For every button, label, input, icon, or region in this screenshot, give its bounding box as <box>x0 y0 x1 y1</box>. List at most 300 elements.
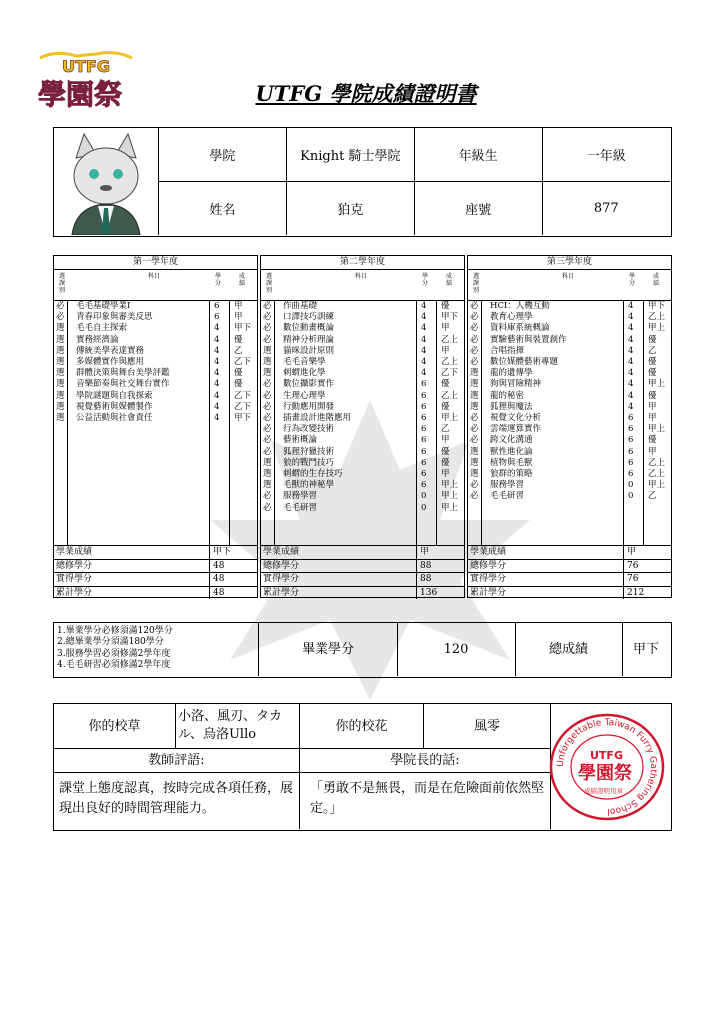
course-grade: 乙上 <box>441 390 459 401</box>
course-row <box>261 480 464 491</box>
course-grade: 甲 <box>441 435 450 446</box>
course-credit: 0 <box>628 491 634 502</box>
summary-label: 累計學分 <box>56 587 93 598</box>
course-credit: 6 <box>421 480 427 491</box>
course-type: 選 <box>470 469 479 479</box>
course-row <box>261 458 464 469</box>
course-type: 必 <box>470 491 479 502</box>
course-credit: 4 <box>214 357 220 367</box>
course-credit: 6 <box>421 424 427 435</box>
course-name: 作曲基礎 <box>283 301 318 311</box>
course-name: 服務學習 <box>490 480 525 491</box>
column-divider <box>416 546 417 559</box>
course-row <box>468 391 671 402</box>
course-row <box>54 413 257 424</box>
year-title: 第一學年度 <box>54 256 257 270</box>
course-row <box>54 312 257 323</box>
course-credit: 4 <box>214 334 220 345</box>
course-credit: 4 <box>421 357 427 367</box>
course-row <box>261 391 464 402</box>
school-belle-value: 風零 <box>424 704 551 749</box>
course-grade: 優 <box>648 334 657 345</box>
course-row <box>54 379 257 390</box>
course-row <box>261 301 464 312</box>
course-credit: 6 <box>421 379 427 390</box>
course-type: 選 <box>470 401 479 412</box>
course-credit: 4 <box>214 413 220 423</box>
course-name: 毛毛音樂學 <box>283 357 326 367</box>
column-header <box>261 270 464 301</box>
course-credit: 0 <box>628 480 634 491</box>
course-type: 選 <box>470 457 479 468</box>
course-type: 必 <box>263 502 272 513</box>
summary-row <box>54 560 257 574</box>
grade-level-label: 年級生 <box>414 128 542 182</box>
svg-text:學園祭: 學園祭 <box>578 763 632 784</box>
summary-row <box>468 587 671 600</box>
course-row <box>54 357 257 368</box>
column-divider <box>209 560 210 573</box>
course-credit: 6 <box>628 413 634 423</box>
course-name: 群體決策與舞台美學評鑑 <box>76 368 170 379</box>
dean-comment-text: 「勇敢不是無畏，而是在危險面前依然堅定。」 <box>300 773 551 829</box>
course-row <box>261 491 464 502</box>
name-value: 狛克 <box>286 182 414 236</box>
seat-number-label: 座號 <box>414 182 542 236</box>
year-title: 第二學年度 <box>261 256 464 270</box>
course-row <box>468 335 671 346</box>
column-divider <box>416 587 417 600</box>
summary-label: 學業成績 <box>470 547 507 557</box>
course-credit: 6 <box>628 469 634 479</box>
course-name: 視覺文化分析 <box>490 413 542 423</box>
summary-label: 實得學分 <box>56 574 93 584</box>
column-divider <box>209 546 210 559</box>
course-row <box>468 435 671 446</box>
course-row <box>468 480 671 491</box>
course-credit: 6 <box>421 457 427 468</box>
course-row <box>261 402 464 413</box>
course-type: 必 <box>470 435 479 446</box>
summary-row <box>54 587 257 600</box>
course-type: 必 <box>470 424 479 435</box>
course-grade: 乙 <box>648 345 657 356</box>
course-grade: 甲上 <box>441 502 459 513</box>
course-grade: 甲 <box>441 323 450 334</box>
course-grade: 甲下 <box>648 301 666 311</box>
course-name: 數位動畫概論 <box>283 323 335 334</box>
course-type: 必 <box>56 301 65 311</box>
school-heartthrob-value: 小洛、風刃、タカル、烏洛Ullo <box>176 704 300 749</box>
course-grade: 乙 <box>234 345 243 356</box>
course-type: 必 <box>470 301 479 311</box>
course-type: 必 <box>56 312 65 323</box>
course-grade: 乙 <box>648 491 657 502</box>
column-header <box>468 270 671 301</box>
course-grade: 甲 <box>234 312 243 323</box>
course-row <box>468 491 671 502</box>
summary-row <box>468 560 671 574</box>
svg-text:Unforgettable Taiwan Furry Gat: Unforgettable Taiwan Furry Gathering School <box>555 717 659 817</box>
course-grade: 甲 <box>441 469 450 479</box>
course-row <box>468 346 671 357</box>
summary-value: 甲 <box>420 547 430 557</box>
course-grade: 甲下 <box>234 323 252 334</box>
student-portrait <box>54 128 159 235</box>
course-grade: 甲上 <box>648 480 666 491</box>
name-label: 姓名 <box>159 182 287 236</box>
year-title: 第三學年度 <box>468 256 671 270</box>
summary-row <box>468 573 671 587</box>
year-table-2 <box>260 255 465 598</box>
course-row <box>468 402 671 413</box>
course-credit: 6 <box>628 446 634 457</box>
college-value: Knight 騎士學院 <box>286 128 414 182</box>
graduation-rules <box>54 623 259 676</box>
course-name: 生理心理學 <box>283 390 326 401</box>
course-grade: 甲 <box>441 345 450 356</box>
course-credit: 4 <box>628 357 634 367</box>
course-row <box>54 368 257 379</box>
course-grade: 優 <box>648 357 657 367</box>
course-row <box>261 312 464 323</box>
course-type: 必 <box>470 413 479 423</box>
course-grade: 甲上 <box>648 323 666 334</box>
course-list <box>261 301 464 546</box>
summary-row <box>54 546 257 560</box>
course-credit: 4 <box>421 312 427 323</box>
course-row <box>468 379 671 390</box>
course-row <box>261 469 464 480</box>
course-name: 學院謎題與自我探索 <box>76 390 153 401</box>
course-grade: 優 <box>648 435 657 446</box>
course-credit: 4 <box>214 323 220 334</box>
course-row <box>468 312 671 323</box>
course-type: 選 <box>263 469 272 479</box>
graduation-summary-box <box>53 622 672 678</box>
summary-row <box>261 546 464 560</box>
course-name: 龍的秘密 <box>490 390 525 401</box>
course-name: 教育心理學 <box>490 312 533 323</box>
course-name: 貓咪設計原則 <box>283 345 335 356</box>
course-name: 刺蝟進化學 <box>283 368 326 379</box>
svg-text:UTFG: UTFG <box>590 749 623 762</box>
course-type: 選 <box>56 390 65 401</box>
course-grade: 乙 <box>441 424 450 435</box>
course-row <box>261 379 464 390</box>
course-grade: 優 <box>441 401 450 412</box>
course-type: 選 <box>470 390 479 401</box>
course-row <box>54 346 257 357</box>
course-name: 數位攝影實作 <box>283 379 335 390</box>
column-divider <box>416 560 417 573</box>
course-grade: 甲下 <box>234 413 252 423</box>
course-name: 藝術概論 <box>283 435 318 446</box>
column-divider <box>623 587 624 600</box>
header-credit: 學 分 <box>421 273 428 287</box>
course-grade: 乙上 <box>648 312 666 323</box>
course-type: 選 <box>56 345 65 356</box>
course-name: 多媒體實作與應用 <box>76 357 145 367</box>
course-row <box>54 335 257 346</box>
course-type: 必 <box>470 312 479 323</box>
summary-row <box>261 573 464 587</box>
course-row <box>468 323 671 334</box>
svg-text:UTFG: UTFG <box>62 57 110 76</box>
course-name: 實務經濟論 <box>76 334 119 345</box>
course-credit: 6 <box>421 469 427 479</box>
course-type: 必 <box>263 424 272 435</box>
course-name: 視覺藝術與媒體製作 <box>76 401 153 412</box>
course-credit: 4 <box>421 345 427 356</box>
course-row <box>261 435 464 446</box>
course-grade: 乙上 <box>648 469 666 479</box>
course-type: 選 <box>263 368 272 379</box>
course-credit: 4 <box>628 323 634 334</box>
seat-number-value: 877 <box>542 182 670 236</box>
summary-label: 學業成績 <box>56 547 93 557</box>
course-name: 毛獸的神秘學 <box>283 480 335 491</box>
rule-line: 2.總畢業學分須滿180學分 <box>57 637 164 648</box>
course-row <box>468 301 671 312</box>
course-credit: 6 <box>628 424 634 435</box>
course-type: 必 <box>263 413 272 423</box>
course-row <box>261 346 464 357</box>
course-row <box>261 368 464 379</box>
course-grade: 優 <box>234 379 243 390</box>
course-type: 必 <box>470 357 479 367</box>
rule-line: 3.服務學習必須修滿2學年度 <box>57 648 171 659</box>
course-grade: 甲下 <box>441 312 459 323</box>
course-credit: 4 <box>214 368 220 379</box>
course-grade: 甲 <box>648 401 657 412</box>
course-grade: 乙下 <box>234 357 252 367</box>
course-type: 選 <box>56 368 65 379</box>
summary-label: 學業成績 <box>263 547 300 557</box>
summary-value: 48 <box>213 560 225 571</box>
summary-label: 累計學分 <box>470 587 507 598</box>
course-name: 狼群的策略 <box>490 469 533 479</box>
summary-value: 88 <box>420 560 432 571</box>
course-row <box>261 413 464 424</box>
course-row <box>468 357 671 368</box>
course-grade: 優 <box>441 457 450 468</box>
course-credit: 6 <box>421 390 427 401</box>
course-name: 行為改變技術 <box>283 424 335 435</box>
course-grade: 甲上 <box>648 379 666 390</box>
course-name: 刺蝟的生存技巧 <box>283 469 343 479</box>
course-grade: 甲上 <box>441 491 459 502</box>
course-credit: 4 <box>628 368 634 379</box>
course-grade: 甲 <box>648 446 657 457</box>
rule-line: 1.畢業學分必修須滿120學分 <box>57 626 173 636</box>
graduation-credits-value: 120 <box>397 623 516 676</box>
course-credit: 6 <box>214 301 220 311</box>
course-grade: 甲 <box>648 413 657 423</box>
course-name: 毛毛研習 <box>283 502 318 513</box>
header-grade: 成 績 <box>445 273 452 287</box>
header-subject: 科目 <box>354 273 367 280</box>
course-type: 選 <box>56 379 65 390</box>
column-divider <box>623 573 624 586</box>
course-name: 獸性進化論 <box>490 446 533 457</box>
course-list <box>468 301 671 546</box>
course-name: HCI：人機互動 <box>490 301 550 311</box>
course-row <box>261 335 464 346</box>
column-divider <box>209 587 210 600</box>
course-credit: 4 <box>421 301 427 311</box>
course-type: 選 <box>470 446 479 457</box>
course-grade: 甲上 <box>441 413 459 423</box>
course-type: 選 <box>56 401 65 412</box>
course-type: 選 <box>263 457 272 468</box>
teacher-comment-label: 教師評語: <box>54 749 300 773</box>
summary-row <box>54 573 257 587</box>
course-grade: 甲上 <box>648 424 666 435</box>
course-grade: 乙上 <box>441 334 459 345</box>
header-type: 選 課 別 <box>472 273 479 294</box>
course-type: 必 <box>263 301 272 311</box>
course-name: 毛毛基礎學業I <box>76 301 131 311</box>
course-credit: 6 <box>421 446 427 457</box>
course-name: 行動應用開發 <box>283 401 335 412</box>
header-credit: 學 分 <box>628 273 635 287</box>
course-type: 必 <box>263 390 272 401</box>
teacher-comment-text: 課堂上態度認真，按時完成各項任務，展現出良好的時間管理能力。 <box>54 773 300 829</box>
school-seal-stamp <box>548 713 666 821</box>
summary-row <box>261 560 464 574</box>
summary-label: 累計學分 <box>263 587 300 598</box>
year-table-1 <box>53 255 258 598</box>
column-divider <box>209 573 210 586</box>
course-credit: 4 <box>628 312 634 323</box>
column-header <box>54 270 257 301</box>
course-row <box>468 469 671 480</box>
course-credit: 6 <box>421 435 427 446</box>
column-divider <box>623 560 624 573</box>
course-grade: 優 <box>441 446 450 457</box>
course-name: 狐狸狩獵技術 <box>283 446 335 457</box>
course-type: 必 <box>470 334 479 345</box>
course-grade: 優 <box>234 334 243 345</box>
summary-value: 88 <box>420 574 432 584</box>
course-type: 必 <box>263 401 272 412</box>
summary-value: 48 <box>213 574 225 584</box>
course-row <box>54 301 257 312</box>
header-type: 選 課 別 <box>265 273 272 294</box>
summary-value: 76 <box>627 574 639 584</box>
course-name: 狗與冒險精神 <box>490 379 542 390</box>
summary-label: 總修學分 <box>470 560 507 571</box>
summary-label: 總修學分 <box>56 560 93 571</box>
course-type: 選 <box>56 334 65 345</box>
summary-label: 總修學分 <box>263 560 300 571</box>
course-grade: 優 <box>648 368 657 379</box>
course-row <box>468 424 671 435</box>
course-credit: 4 <box>628 379 634 390</box>
course-type: 必 <box>470 345 479 356</box>
year-table-3 <box>467 255 672 598</box>
course-credit: 6 <box>628 435 634 446</box>
course-grade: 甲 <box>234 301 243 311</box>
course-type: 選 <box>470 368 479 379</box>
column-divider <box>416 573 417 586</box>
course-type: 選 <box>263 480 272 491</box>
course-grade: 優 <box>441 379 450 390</box>
course-name: 狼的戰鬥技巧 <box>283 457 335 468</box>
header-type: 選 課 別 <box>58 273 65 294</box>
grade-level-value: 一年級 <box>542 128 670 182</box>
course-name: 資料庫系統概論 <box>490 323 550 334</box>
course-row <box>261 424 464 435</box>
course-type: 必 <box>263 379 272 390</box>
course-list <box>54 301 257 546</box>
total-grade-value: 甲下 <box>632 642 659 657</box>
course-name: 狐狸與魔法 <box>490 401 533 412</box>
summary-value: 甲下 <box>213 547 232 557</box>
course-name: 服務學習 <box>283 491 318 502</box>
course-grade: 優 <box>648 390 657 401</box>
course-type: 必 <box>263 435 272 446</box>
course-credit: 4 <box>628 301 634 311</box>
course-row <box>261 357 464 368</box>
header-grade: 成 績 <box>238 273 245 287</box>
summary-label: 實得學分 <box>470 574 507 584</box>
svg-text:成績證明用章: 成績證明用章 <box>584 787 623 795</box>
course-grade: 優 <box>441 301 450 311</box>
course-name: 數位媒體藝術專題 <box>490 357 559 367</box>
course-type: 必 <box>263 323 272 334</box>
student-info-box <box>53 127 672 237</box>
course-credit: 4 <box>214 390 220 401</box>
course-grade: 乙上 <box>441 357 459 367</box>
course-credit: 4 <box>628 345 634 356</box>
course-row <box>468 413 671 424</box>
course-name: 青春印象與審美反思 <box>76 312 153 323</box>
course-grade: 乙上 <box>648 457 666 468</box>
course-name: 跨文化溝通 <box>490 435 533 446</box>
course-name: 毛毛研習 <box>490 491 525 502</box>
course-name: 合唱指揮 <box>490 345 525 356</box>
course-type: 選 <box>263 345 272 356</box>
course-credit: 4 <box>421 323 427 334</box>
graduation-credits-label: 畢業學分 <box>259 623 398 676</box>
summary-row <box>468 546 671 560</box>
course-row <box>261 323 464 334</box>
dean-comment-label: 學院長的話: <box>300 749 551 773</box>
course-grade: 優 <box>234 368 243 379</box>
course-credit: 4 <box>628 334 634 345</box>
course-credit: 4 <box>421 334 427 345</box>
course-name: 公益活動與社會責任 <box>76 413 153 423</box>
course-grade: 乙下 <box>441 368 459 379</box>
course-name: 口譯技巧訓練 <box>283 312 335 323</box>
course-name: 音樂節奏與社交舞台實作 <box>76 379 170 390</box>
course-credit: 6 <box>628 457 634 468</box>
course-name: 毛毛自主探索 <box>76 323 128 334</box>
course-grade: 乙下 <box>234 401 252 412</box>
course-name: 植物與毛獸 <box>490 457 533 468</box>
course-type: 必 <box>263 312 272 323</box>
course-row <box>54 402 257 413</box>
course-credit: 4 <box>628 401 634 412</box>
course-type: 必 <box>263 334 272 345</box>
page-title: UTFG 學院成績證明書 <box>255 81 477 106</box>
rule-line: 4.毛毛研習必須修滿2學年度 <box>57 659 171 670</box>
course-type: 必 <box>470 323 479 334</box>
summary-value: 212 <box>627 587 645 598</box>
course-type: 選 <box>56 357 65 367</box>
